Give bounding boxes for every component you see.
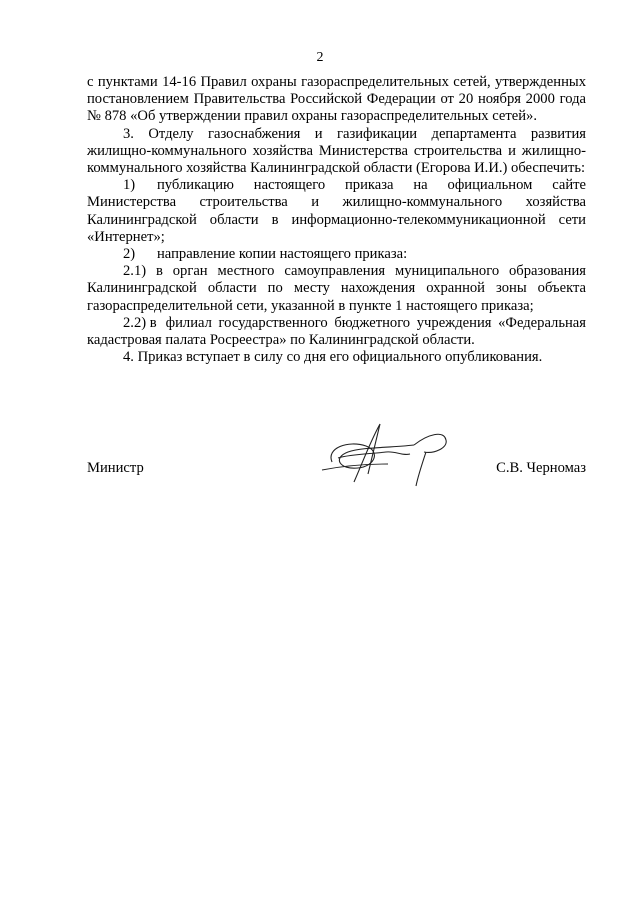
list-item-2-number: 2) — [123, 246, 136, 263]
document-body — [87, 74, 586, 366]
paragraph-3: 3. Отделу газоснабжения и газификации департамента развития жилищно-коммунального хозяйства Министерства строительства и жилищно-коммунального хозяйства Калининградской области (Егорова И.И.) обеспечить: — [87, 125, 586, 177]
list-item-2-2-text: филиал государственного бюджетного учреждения «Федеральная кадастровая палата Росреестра» по Калининградской области. — [87, 314, 586, 349]
signature-block — [87, 460, 586, 480]
list-item-2-2 — [87, 315, 586, 349]
paragraph-4: 4. Приказ вступает в силу со дня его официального опубликования. — [123, 349, 543, 366]
paragraph-rules-reference: с пунктами 14-16 Правил охраны газораспределительных сетей, утвержденных постановлением Правительства Российской Федерации от 20 ноября 2000 года № 878 «Об утверждении правил охраны газораспределительных сетей». — [87, 74, 586, 125]
list-item-2-2-number: 2.2) в — [123, 314, 157, 331]
list-item-2-1: 2.1) в орган местного самоуправления муниципального образования Калининградской области по месту нахождения охранной зоны объекта газораспределительной сети, указанной в пункте 1 настоящего приказа; — [87, 263, 586, 314]
list-item-2 — [87, 246, 586, 263]
signatory-name: С.В. Черномаз — [496, 460, 586, 476]
page-number: 2 — [316, 50, 324, 65]
list-item-2-text: направление копии настоящего приказа: — [157, 246, 408, 263]
list-item-1-number: 1) — [123, 177, 136, 194]
list-item-1 — [87, 177, 586, 246]
signatory-title: Министр — [87, 460, 144, 476]
list-item-1-text: публикацию настоящего приказа на официальном сайте Министерства строительства и жилищно-коммунального хозяйства Калининградской области в информационно-телекоммуникационной сети «Интернет»; — [87, 177, 586, 245]
